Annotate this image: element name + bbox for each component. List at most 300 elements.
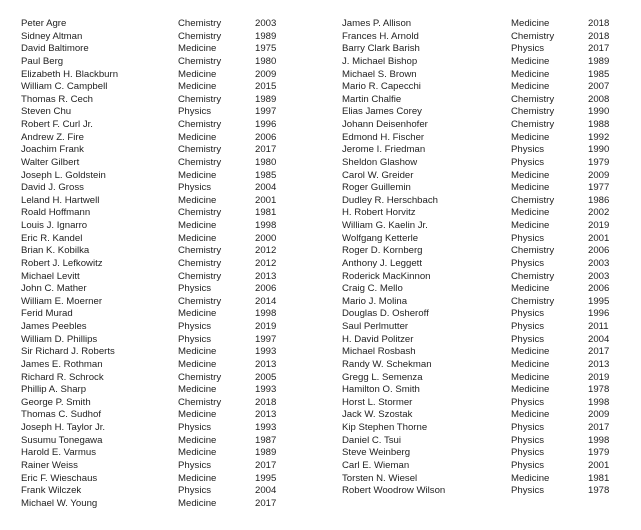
laureate-field: Medicine bbox=[511, 131, 550, 143]
laureate-name: Michael Rosbash bbox=[342, 346, 416, 358]
laureate-row bbox=[21, 81, 321, 94]
laureate-year: 1975 bbox=[255, 43, 277, 55]
laureate-name: Anthony J. Leggett bbox=[342, 257, 423, 269]
laureate-row bbox=[342, 207, 632, 220]
laureate-row bbox=[21, 435, 321, 448]
laureate-row bbox=[342, 106, 632, 119]
laureate-field: Chemistry bbox=[178, 119, 222, 130]
laureate-field: Medicine bbox=[511, 68, 550, 80]
laureate-row bbox=[21, 308, 321, 321]
laureate-year: 2001 bbox=[588, 232, 610, 244]
laureate-name: Eric R. Kandel bbox=[21, 232, 83, 244]
laureate-field: Chemistry bbox=[511, 30, 555, 42]
laureate-row bbox=[342, 119, 632, 132]
laureate-year: 1998 bbox=[588, 396, 610, 408]
laureate-row bbox=[342, 258, 632, 271]
laureate-field: Chemistry bbox=[511, 119, 555, 130]
laureate-row bbox=[21, 334, 321, 347]
laureate-row bbox=[342, 409, 632, 422]
laureate-name: Mario R. Capecchi bbox=[342, 81, 421, 93]
laureate-year: 2003 bbox=[588, 257, 610, 269]
laureate-name: Robert Woodrow Wilson bbox=[342, 485, 446, 497]
laureate-year: 1986 bbox=[588, 194, 610, 206]
laureate-field: Medicine bbox=[511, 55, 550, 67]
laureate-row bbox=[342, 56, 632, 69]
laureate-row bbox=[21, 245, 321, 258]
laureate-field: Chemistry bbox=[511, 295, 555, 307]
laureate-name: William E. Moerner bbox=[21, 295, 103, 307]
laureate-row bbox=[21, 43, 321, 56]
laureate-field: Medicine bbox=[511, 384, 550, 396]
laureate-row bbox=[342, 195, 632, 208]
laureate-field: Physics bbox=[511, 308, 545, 320]
laureate-field: Medicine bbox=[178, 434, 217, 446]
laureate-row bbox=[342, 460, 632, 473]
laureate-name: John C. Mather bbox=[21, 283, 87, 295]
laureate-year: 1998 bbox=[255, 220, 277, 231]
laureate-year: 1996 bbox=[588, 308, 610, 320]
laureate-name: Susumu Tonegawa bbox=[21, 434, 103, 446]
laureate-name: Dudley R. Herschbach bbox=[342, 194, 438, 206]
laureate-name: Barry Clark Barish bbox=[342, 43, 420, 55]
laureate-name: Robert F. Curl Jr. bbox=[21, 119, 93, 130]
laureate-year: 2019 bbox=[588, 220, 610, 231]
laureate-name: Robert J. Lefkowitz bbox=[21, 257, 103, 269]
laureate-year: 2017 bbox=[255, 144, 277, 156]
laureate-year: 1990 bbox=[588, 106, 610, 118]
laureate-field: Physics bbox=[511, 321, 545, 332]
laureate-row bbox=[21, 271, 321, 284]
laureate-name: Brian K. Kobilka bbox=[21, 245, 90, 257]
laureate-name: Steven Chu bbox=[21, 106, 72, 118]
laureate-row bbox=[21, 233, 321, 246]
laureate-list-right bbox=[342, 18, 632, 498]
laureate-year: 2008 bbox=[588, 93, 610, 105]
laureate-field: Chemistry bbox=[178, 144, 222, 156]
laureate-name: Ferid Murad bbox=[21, 308, 73, 320]
laureate-year: 1979 bbox=[588, 447, 610, 459]
laureate-name: Paul Berg bbox=[21, 55, 64, 67]
laureate-row bbox=[21, 460, 321, 473]
laureate-name: David Baltimore bbox=[21, 43, 89, 55]
laureate-field: Physics bbox=[178, 485, 212, 497]
laureate-year: 1985 bbox=[255, 169, 277, 181]
laureate-row bbox=[342, 372, 632, 385]
laureate-field: Medicine bbox=[178, 497, 217, 509]
laureate-row bbox=[342, 31, 632, 44]
laureate-name: Carl E. Wieman bbox=[342, 459, 410, 471]
laureate-year: 2001 bbox=[255, 194, 277, 206]
laureate-field: Medicine bbox=[511, 182, 550, 194]
laureate-field: Medicine bbox=[178, 409, 217, 421]
laureate-name: Joseph L. Goldstein bbox=[21, 169, 106, 181]
laureate-name: Phillip A. Sharp bbox=[21, 384, 87, 396]
laureate-name: J. Michael Bishop bbox=[342, 55, 418, 67]
laureate-year: 2013 bbox=[255, 409, 277, 421]
laureate-row bbox=[21, 132, 321, 145]
laureate-row bbox=[21, 182, 321, 195]
laureate-field: Physics bbox=[178, 321, 212, 332]
laureate-field: Physics bbox=[511, 144, 545, 156]
laureate-row bbox=[342, 233, 632, 246]
laureate-field: Medicine bbox=[511, 169, 550, 181]
laureate-year: 1989 bbox=[255, 30, 277, 42]
laureate-row bbox=[21, 119, 321, 132]
laureate-name: Steve Weinberg bbox=[342, 447, 411, 459]
laureate-row bbox=[21, 384, 321, 397]
laureate-row bbox=[21, 18, 321, 31]
laureate-field: Chemistry bbox=[178, 93, 222, 105]
laureate-year: 2006 bbox=[255, 131, 277, 143]
laureate-field: Medicine bbox=[511, 81, 550, 93]
laureate-row bbox=[21, 473, 321, 486]
laureate-name: Elias James Corey bbox=[342, 106, 422, 118]
laureate-row bbox=[342, 170, 632, 183]
laureate-field: Physics bbox=[178, 283, 212, 295]
laureate-field: Physics bbox=[511, 485, 545, 497]
laureate-field: Chemistry bbox=[511, 245, 555, 257]
laureate-field: Chemistry bbox=[178, 396, 222, 408]
laureate-field: Medicine bbox=[178, 220, 217, 231]
laureate-name: H. Robert Horvitz bbox=[342, 207, 416, 219]
laureate-field: Medicine bbox=[178, 169, 217, 181]
laureate-field: Physics bbox=[178, 333, 212, 345]
laureate-row bbox=[21, 372, 321, 385]
laureate-field: Medicine bbox=[511, 371, 550, 383]
laureate-list-left bbox=[21, 18, 321, 510]
laureate-year: 1997 bbox=[255, 106, 277, 118]
laureate-field: Chemistry bbox=[178, 55, 222, 67]
laureate-field: Physics bbox=[511, 156, 545, 168]
laureate-year: 1995 bbox=[588, 295, 610, 307]
laureate-field: Physics bbox=[178, 459, 212, 471]
laureate-field: Medicine bbox=[511, 18, 550, 29]
laureate-row bbox=[21, 31, 321, 44]
laureate-field: Chemistry bbox=[178, 156, 222, 168]
laureate-field: Physics bbox=[511, 257, 545, 269]
laureate-name: George P. Smith bbox=[21, 396, 91, 408]
laureate-field: Medicine bbox=[178, 346, 217, 358]
laureate-row bbox=[342, 384, 632, 397]
laureate-row bbox=[21, 94, 321, 107]
laureate-row bbox=[342, 43, 632, 56]
laureate-year: 2004 bbox=[255, 485, 277, 497]
laureate-row bbox=[21, 283, 321, 296]
laureate-field: Medicine bbox=[178, 43, 217, 55]
laureate-field: Physics bbox=[511, 333, 545, 345]
laureate-name: Sidney Altman bbox=[21, 30, 83, 42]
laureate-field: Medicine bbox=[178, 384, 217, 396]
laureate-year: 2002 bbox=[588, 207, 610, 219]
laureate-name: Louis J. Ignarro bbox=[21, 220, 88, 231]
laureate-row bbox=[342, 132, 632, 145]
laureate-field: Medicine bbox=[511, 358, 550, 370]
laureate-field: Chemistry bbox=[511, 106, 555, 118]
laureate-row bbox=[342, 182, 632, 195]
laureate-row bbox=[342, 296, 632, 309]
laureate-name: Mario J. Molina bbox=[342, 295, 408, 307]
laureate-field: Medicine bbox=[511, 472, 550, 484]
laureate-name: Eric F. Wieschaus bbox=[21, 472, 98, 484]
laureate-row bbox=[342, 81, 632, 94]
laureate-year: 2006 bbox=[255, 283, 277, 295]
laureate-field: Medicine bbox=[511, 283, 550, 295]
laureate-row bbox=[21, 447, 321, 460]
laureate-field: Medicine bbox=[178, 472, 217, 484]
laureate-year: 2017 bbox=[588, 43, 610, 55]
laureate-name: Kip Stephen Thorne bbox=[342, 422, 428, 433]
laureate-row bbox=[342, 397, 632, 410]
laureate-year: 2000 bbox=[255, 232, 277, 244]
laureate-name: Michael Levitt bbox=[21, 270, 80, 282]
laureate-year: 2017 bbox=[255, 497, 277, 509]
laureate-name: David J. Gross bbox=[21, 182, 84, 194]
laureate-row bbox=[342, 245, 632, 258]
laureate-name: Martin Chalfie bbox=[342, 93, 402, 105]
laureate-field: Chemistry bbox=[178, 270, 222, 282]
laureate-name: Joseph H. Taylor Jr. bbox=[21, 422, 106, 433]
laureate-row bbox=[342, 308, 632, 321]
laureate-name: James Peebles bbox=[21, 321, 87, 332]
laureate-year: 1988 bbox=[588, 119, 610, 130]
laureate-name: Michael S. Brown bbox=[342, 68, 417, 80]
laureate-row bbox=[342, 321, 632, 334]
laureate-field: Chemistry bbox=[178, 207, 222, 219]
laureate-row bbox=[21, 170, 321, 183]
laureate-name: Roger D. Kornberg bbox=[342, 245, 423, 257]
laureate-year: 2009 bbox=[588, 409, 610, 421]
laureate-year: 2018 bbox=[588, 30, 610, 42]
laureate-year: 1981 bbox=[588, 472, 610, 484]
laureate-field: Physics bbox=[511, 43, 545, 55]
laureate-field: Medicine bbox=[511, 207, 550, 219]
laureate-row bbox=[342, 447, 632, 460]
laureate-year: 1980 bbox=[255, 55, 277, 67]
laureate-row bbox=[21, 346, 321, 359]
laureate-name: Jack W. Szostak bbox=[342, 409, 413, 421]
laureate-year: 1998 bbox=[588, 434, 610, 446]
laureate-row bbox=[21, 69, 321, 82]
laureate-name: William D. Phillips bbox=[21, 333, 98, 345]
laureate-name: Wolfgang Ketterle bbox=[342, 232, 419, 244]
laureate-field: Medicine bbox=[178, 358, 217, 370]
laureate-field: Physics bbox=[511, 422, 545, 433]
laureate-name: Edmond H. Fischer bbox=[342, 131, 425, 143]
laureate-name: William C. Campbell bbox=[21, 81, 108, 93]
laureate-year: 2006 bbox=[588, 283, 610, 295]
laureate-year: 2012 bbox=[255, 257, 277, 269]
laureate-name: Thomas R. Cech bbox=[21, 93, 93, 105]
laureate-row bbox=[21, 321, 321, 334]
laureate-row bbox=[21, 485, 321, 498]
laureate-name: Torsten N. Wiesel bbox=[342, 472, 418, 484]
laureate-name: Randy W. Schekman bbox=[342, 358, 432, 370]
laureate-name: Leland H. Hartwell bbox=[21, 194, 100, 206]
laureate-name: Hamilton O. Smith bbox=[342, 384, 420, 396]
laureate-field: Chemistry bbox=[178, 30, 222, 42]
laureate-name: Andrew Z. Fire bbox=[21, 131, 84, 143]
laureate-row bbox=[342, 69, 632, 82]
laureate-row bbox=[342, 435, 632, 448]
laureate-name: Roger Guillemin bbox=[342, 182, 411, 194]
laureate-year: 2017 bbox=[255, 459, 277, 471]
laureate-field: Physics bbox=[511, 232, 545, 244]
laureate-year: 2018 bbox=[255, 396, 277, 408]
laureate-field: Physics bbox=[511, 434, 545, 446]
laureate-row bbox=[342, 359, 632, 372]
laureate-row bbox=[342, 473, 632, 486]
laureate-field: Physics bbox=[511, 447, 545, 459]
laureate-year: 1998 bbox=[255, 308, 277, 320]
laureate-year: 2004 bbox=[588, 333, 610, 345]
laureate-field: Medicine bbox=[511, 220, 550, 231]
laureate-year: 1979 bbox=[588, 156, 610, 168]
laureate-name: Sir Richard J. Roberts bbox=[21, 346, 115, 358]
laureate-row bbox=[342, 283, 632, 296]
laureate-name: Thomas C. Sudhof bbox=[21, 409, 101, 421]
laureate-field: Chemistry bbox=[178, 257, 222, 269]
laureate-name: James E. Rothman bbox=[21, 358, 103, 370]
laureate-field: Chemistry bbox=[178, 295, 222, 307]
laureate-year: 1978 bbox=[588, 384, 610, 396]
laureate-name: Horst L. Stormer bbox=[342, 396, 413, 408]
laureate-row bbox=[342, 271, 632, 284]
laureate-year: 2013 bbox=[588, 358, 610, 370]
laureate-name: Frances H. Arnold bbox=[342, 30, 419, 42]
laureate-name: Frank Wilczek bbox=[21, 485, 82, 497]
laureate-name: Walter Gilbert bbox=[21, 156, 80, 168]
laureate-field: Physics bbox=[511, 396, 545, 408]
laureate-year: 2005 bbox=[255, 371, 277, 383]
laureate-name: Richard R. Schrock bbox=[21, 371, 104, 383]
laureate-year: 1993 bbox=[255, 346, 277, 358]
laureate-name: Saul Perlmutter bbox=[342, 321, 409, 332]
laureate-year: 2009 bbox=[255, 68, 277, 80]
laureate-field: Medicine bbox=[178, 81, 217, 93]
laureate-year: 1995 bbox=[255, 472, 277, 484]
laureate-field: Physics bbox=[178, 106, 212, 118]
laureate-field: Chemistry bbox=[511, 93, 555, 105]
laureate-year: 1989 bbox=[255, 447, 277, 459]
laureate-year: 1989 bbox=[588, 55, 610, 67]
laureate-year: 2011 bbox=[588, 321, 609, 332]
laureate-year: 2003 bbox=[255, 18, 277, 29]
laureate-row bbox=[342, 346, 632, 359]
laureate-field: Physics bbox=[178, 422, 212, 433]
laureate-year: 2014 bbox=[255, 295, 277, 307]
laureate-year: 1997 bbox=[255, 333, 277, 345]
laureate-year: 2003 bbox=[588, 270, 610, 282]
laureate-name: Elizabeth H. Blackburn bbox=[21, 68, 119, 80]
laureate-row bbox=[342, 144, 632, 157]
laureate-row bbox=[21, 498, 321, 511]
laureate-name: Daniel C. Tsui bbox=[342, 434, 402, 446]
laureate-field: Medicine bbox=[178, 308, 217, 320]
laureate-row bbox=[21, 106, 321, 119]
laureate-name: Jerome I. Friedman bbox=[342, 144, 426, 156]
laureate-row bbox=[342, 18, 632, 31]
laureate-field: Chemistry bbox=[511, 194, 555, 206]
laureate-year: 1985 bbox=[588, 68, 610, 80]
laureate-row bbox=[342, 485, 632, 498]
laureate-year: 1980 bbox=[255, 156, 277, 168]
laureate-row bbox=[21, 422, 321, 435]
laureate-year: 2019 bbox=[255, 321, 277, 332]
laureate-year: 2004 bbox=[255, 182, 277, 194]
laureate-row bbox=[21, 397, 321, 410]
laureate-name: Douglas D. Osheroff bbox=[342, 308, 429, 320]
laureate-name: Roderick MacKinnon bbox=[342, 270, 431, 282]
laureate-year: 1978 bbox=[588, 485, 610, 497]
laureate-field: Medicine bbox=[178, 447, 217, 459]
laureate-year: 1981 bbox=[255, 207, 277, 219]
laureate-row bbox=[342, 94, 632, 107]
laureate-name: William G. Kaelin Jr. bbox=[342, 220, 428, 231]
laureate-field: Chemistry bbox=[178, 18, 222, 29]
laureate-name: Gregg L. Semenza bbox=[342, 371, 423, 383]
laureate-field: Chemistry bbox=[511, 270, 555, 282]
laureate-field: Medicine bbox=[511, 346, 550, 358]
laureate-year: 1993 bbox=[255, 384, 277, 396]
laureate-year: 1989 bbox=[255, 93, 277, 105]
laureate-name: Sheldon Glashow bbox=[342, 156, 418, 168]
laureate-name: Craig C. Mello bbox=[342, 283, 403, 295]
laureate-year: 2001 bbox=[588, 459, 610, 471]
laureate-row bbox=[21, 258, 321, 271]
laureate-year: 2017 bbox=[588, 422, 610, 433]
laureate-row bbox=[21, 207, 321, 220]
laureate-name: Peter Agre bbox=[21, 18, 67, 29]
laureate-year: 1996 bbox=[255, 119, 277, 130]
laureate-year: 2019 bbox=[588, 371, 610, 383]
laureate-field: Medicine bbox=[178, 194, 217, 206]
laureate-row bbox=[21, 144, 321, 157]
laureate-name: H. David Politzer bbox=[342, 333, 414, 345]
laureate-year: 2018 bbox=[588, 18, 610, 29]
laureate-name: Roald Hoffmann bbox=[21, 207, 91, 219]
laureate-year: 2007 bbox=[588, 81, 610, 93]
laureate-name: Harold E. Varmus bbox=[21, 447, 96, 459]
laureate-row bbox=[21, 195, 321, 208]
laureate-row bbox=[21, 359, 321, 372]
laureate-field: Chemistry bbox=[178, 245, 222, 257]
laureate-field: Medicine bbox=[178, 131, 217, 143]
laureate-name: Michael W. Young bbox=[21, 497, 98, 509]
laureate-row bbox=[21, 409, 321, 422]
laureate-row bbox=[21, 296, 321, 309]
laureate-name: Johann Deisenhofer bbox=[342, 119, 428, 130]
laureate-row bbox=[21, 56, 321, 69]
laureate-field: Physics bbox=[178, 182, 212, 194]
laureate-field: Chemistry bbox=[178, 371, 222, 383]
laureate-name: James P. Allison bbox=[342, 18, 412, 29]
laureate-name: Rainer Weiss bbox=[21, 459, 78, 471]
laureate-year: 2013 bbox=[255, 358, 277, 370]
laureate-year: 1987 bbox=[255, 434, 277, 446]
laureate-year: 2012 bbox=[255, 245, 277, 257]
laureate-row bbox=[342, 334, 632, 347]
laureate-year: 2015 bbox=[255, 81, 277, 93]
laureate-year: 2013 bbox=[255, 270, 277, 282]
laureate-field: Medicine bbox=[178, 232, 217, 244]
laureate-field: Physics bbox=[511, 459, 545, 471]
laureate-field: Medicine bbox=[511, 409, 550, 421]
laureate-name: Carol W. Greider bbox=[342, 169, 414, 181]
laureate-year: 2006 bbox=[588, 245, 610, 257]
laureate-row bbox=[342, 422, 632, 435]
laureate-row bbox=[21, 157, 321, 170]
laureate-row bbox=[21, 220, 321, 233]
